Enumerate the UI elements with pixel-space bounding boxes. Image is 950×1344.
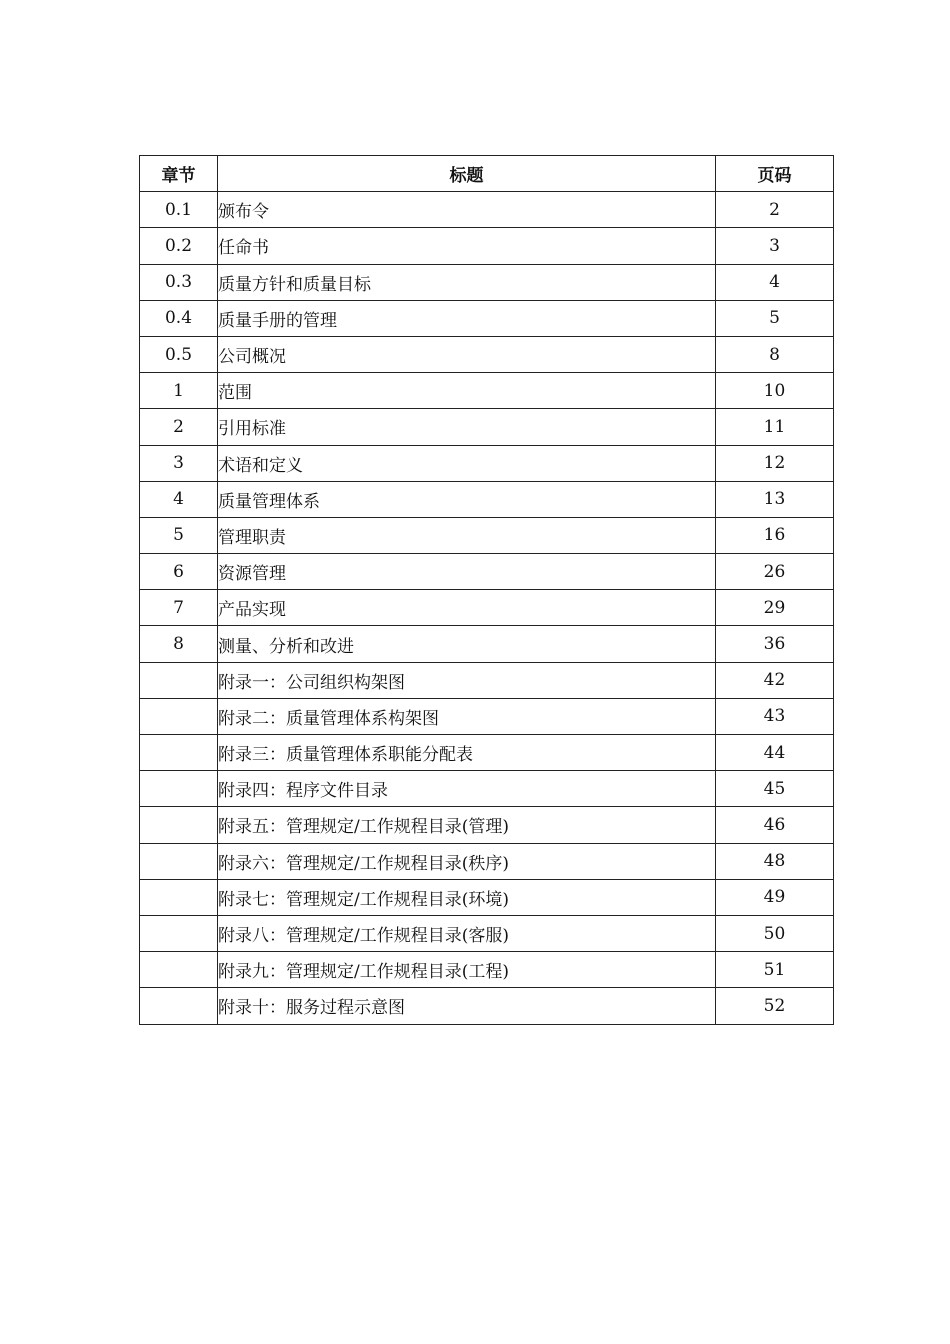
table-row xyxy=(140,481,834,517)
section-cell xyxy=(140,662,218,698)
table-of-contents xyxy=(139,155,834,1025)
section-cell xyxy=(140,988,218,1024)
page-cell: 4 xyxy=(716,264,834,300)
section-cell: 5 xyxy=(140,517,218,553)
section-cell xyxy=(140,915,218,951)
section-cell: 1 xyxy=(140,373,218,409)
title-cell: 范围 xyxy=(218,373,716,409)
section-cell: 8 xyxy=(140,626,218,662)
title-cell: 质量方针和质量目标 xyxy=(218,264,716,300)
page-cell: 10 xyxy=(716,373,834,409)
title-cell: 附录七：管理规定/工作规程目录(环境) xyxy=(218,879,716,915)
table-row xyxy=(140,771,834,807)
title-cell: 附录五：管理规定/工作规程目录(管理) xyxy=(218,807,716,843)
section-cell xyxy=(140,879,218,915)
table-row xyxy=(140,517,834,553)
header-title: 标题 xyxy=(218,156,716,192)
table-row xyxy=(140,336,834,372)
title-cell: 资源管理 xyxy=(218,554,716,590)
title-cell: 附录八：管理规定/工作规程目录(客服) xyxy=(218,915,716,951)
table-row xyxy=(140,952,834,988)
title-cell: 附录二：质量管理体系构架图 xyxy=(218,698,716,734)
title-cell: 任命书 xyxy=(218,228,716,264)
page-cell: 5 xyxy=(716,300,834,336)
section-cell xyxy=(140,735,218,771)
table-row xyxy=(140,662,834,698)
page-cell: 16 xyxy=(716,517,834,553)
table-row xyxy=(140,192,834,228)
header-section: 章节 xyxy=(140,156,218,192)
title-cell: 引用标准 xyxy=(218,409,716,445)
title-cell: 质量手册的管理 xyxy=(218,300,716,336)
page-cell: 2 xyxy=(716,192,834,228)
title-cell: 附录六：管理规定/工作规程目录(秩序) xyxy=(218,843,716,879)
table-row xyxy=(140,554,834,590)
section-cell: 6 xyxy=(140,554,218,590)
page-cell: 43 xyxy=(716,698,834,734)
table-row xyxy=(140,843,834,879)
title-cell: 质量管理体系 xyxy=(218,481,716,517)
title-cell: 术语和定义 xyxy=(218,445,716,481)
page-cell: 51 xyxy=(716,952,834,988)
page-cell: 3 xyxy=(716,228,834,264)
section-cell: 0.3 xyxy=(140,264,218,300)
page-cell: 11 xyxy=(716,409,834,445)
page-cell: 49 xyxy=(716,879,834,915)
title-cell: 附录四：程序文件目录 xyxy=(218,771,716,807)
page-cell: 36 xyxy=(716,626,834,662)
table-row xyxy=(140,409,834,445)
section-cell xyxy=(140,843,218,879)
page-cell: 42 xyxy=(716,662,834,698)
table-row xyxy=(140,988,834,1024)
section-cell: 3 xyxy=(140,445,218,481)
title-cell: 公司概况 xyxy=(218,336,716,372)
page-cell: 26 xyxy=(716,554,834,590)
table-row xyxy=(140,373,834,409)
title-cell: 产品实现 xyxy=(218,590,716,626)
section-cell xyxy=(140,698,218,734)
section-cell: 2 xyxy=(140,409,218,445)
title-cell: 管理职责 xyxy=(218,517,716,553)
title-cell: 颁布令 xyxy=(218,192,716,228)
table-row xyxy=(140,445,834,481)
table-row xyxy=(140,626,834,662)
section-cell xyxy=(140,807,218,843)
section-cell: 4 xyxy=(140,481,218,517)
section-cell: 0.4 xyxy=(140,300,218,336)
table-row xyxy=(140,915,834,951)
page-cell: 45 xyxy=(716,771,834,807)
section-cell: 0.2 xyxy=(140,228,218,264)
title-cell: 附录九：管理规定/工作规程目录(工程) xyxy=(218,952,716,988)
table-body xyxy=(140,192,834,1024)
section-cell: 0.5 xyxy=(140,336,218,372)
section-cell xyxy=(140,771,218,807)
page-cell: 48 xyxy=(716,843,834,879)
title-cell: 测量、分析和改进 xyxy=(218,626,716,662)
section-cell: 7 xyxy=(140,590,218,626)
page-cell: 12 xyxy=(716,445,834,481)
title-cell: 附录十：服务过程示意图 xyxy=(218,988,716,1024)
table-row xyxy=(140,590,834,626)
page-cell: 8 xyxy=(716,336,834,372)
page-cell: 46 xyxy=(716,807,834,843)
title-cell: 附录一：公司组织构架图 xyxy=(218,662,716,698)
table-row xyxy=(140,698,834,734)
table-row xyxy=(140,879,834,915)
table-header-row xyxy=(140,156,834,192)
table-row xyxy=(140,735,834,771)
page-cell: 44 xyxy=(716,735,834,771)
page-cell: 29 xyxy=(716,590,834,626)
section-cell xyxy=(140,952,218,988)
header-page: 页码 xyxy=(716,156,834,192)
table-row xyxy=(140,264,834,300)
page-cell: 13 xyxy=(716,481,834,517)
page-cell: 52 xyxy=(716,988,834,1024)
table-row xyxy=(140,300,834,336)
title-cell: 附录三：质量管理体系职能分配表 xyxy=(218,735,716,771)
table-row xyxy=(140,807,834,843)
page-cell: 50 xyxy=(716,915,834,951)
table-row xyxy=(140,228,834,264)
section-cell: 0.1 xyxy=(140,192,218,228)
